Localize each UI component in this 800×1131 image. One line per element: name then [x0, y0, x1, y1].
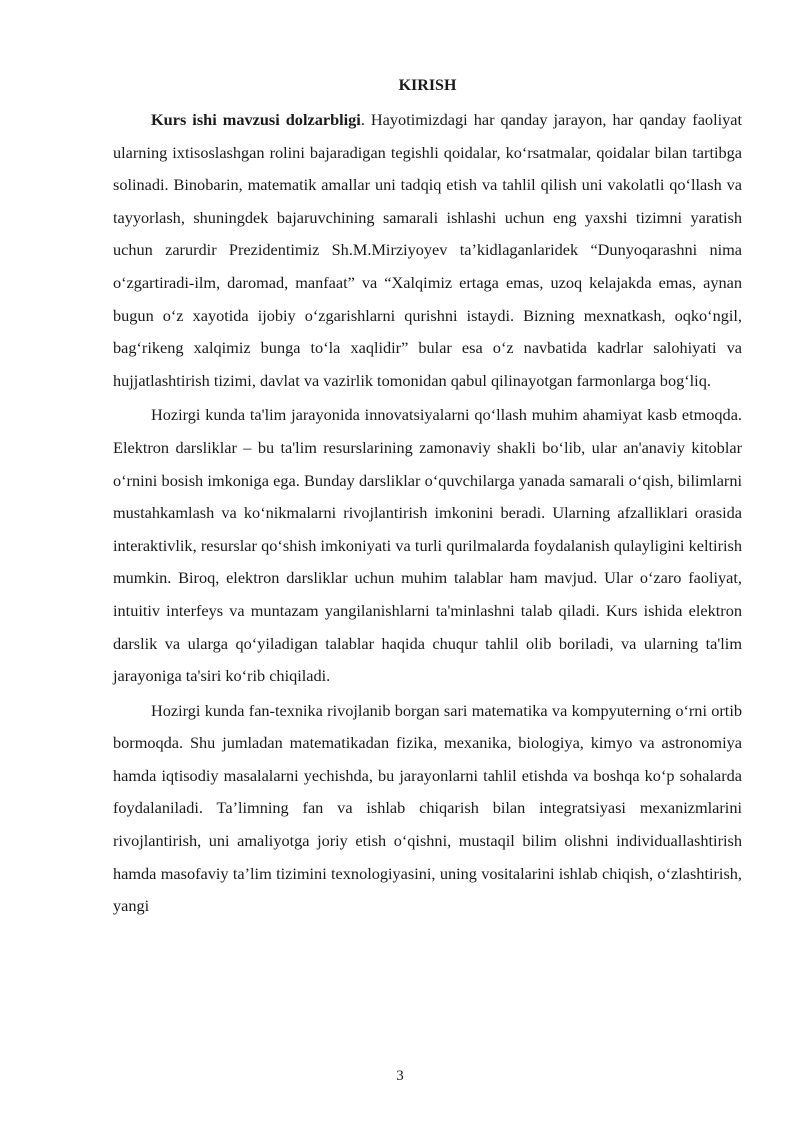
paragraph-e-textbooks: Hozirgi kunda ta'lim jarayonida innovatsiyalarni qoʻllash muhim ahamiyat kasb etmoqda. Elektron darsliklar – bu ta'lim resurslarining zamonaviy shakli boʻlib, ular an'anaviy kitoblar oʻrnini bosish imkoniga ega. Bunday darsliklar oʻquvchilarga yanada samarali oʻqish, bilimlarni mustahkamlash va koʻnikmalarni rivojlantirish imkonini beradi. Ularning afzalliklari orasida interaktivlik, resurslar qoʻshish imkoniyati va turli qurilmalarda foydalanish qulayligini keltirish mumkin. Biroq, elektron darsliklar uchun muhim talablar ham mavjud. Ular oʻzaro faoliyat, intuitiv interfeys va muntazam yangilanishlarni ta'minlashni talab qiladi. Kurs ishida elektron darslik va ularga qoʻyiladigan talablar haqida chuqur tahlil olib boriladi, va ularning ta'lim jarayoniga ta'siri koʻrib chiqiladi. [113, 405, 742, 686]
page-number: 3 [396, 1068, 404, 1084]
paragraph-lead: Kurs ishi mavzusi dolzarbligi [151, 110, 361, 129]
paragraph-relevance [113, 104, 742, 397]
document-page [113, 76, 742, 923]
page-title: KIRISH [398, 77, 457, 94]
paragraph-text: . Hayotimizdagi har qanday jarayon, har qanday faoliyat ularning ixtisoslashgan rolini bajaradigan tegishli qoidalar, koʻrsatmalar, qoidalar bilan tartibga solinadi. Binobarin, matematik amallar uni tadqiq etish va tahlil qilish uni vakolatli qoʻllash va tayyorlash, shuningdek bajaruvchining samarali ishlashi uchun eng yaxshi tizimni yaratish uchun zarurdir Prezidentimiz Sh.M.Mirziyoyev taʼkidlaganlaridek “Dunyoqarashni nima oʻzgartiradi-ilm, daromad, manfaat” va “Xalqimiz ertaga emas, uzoq kelajakda emas, aynan bugun oʻz xayotida ijobiy oʻzgarishlarni qurishni istaydi. Bizning mexnatkash, oqkoʻngil, bagʻrikeng xalqimiz bunga toʻla xaqlidir” bular esa oʻz navbatida kadrlar salohiyati va hujjatlashtirish tizimi, davlat va vazirlik tomonidan qabul qilinayotgan farmonlarga bogʻliq. [113, 110, 743, 390]
paragraph-science-technology: Hozirgi kunda fan-texnika rivojlanib borgan sari matematika va kompyuterning oʻrni ortib bormoqda. Shu jumladan matematikadan fizika, mexanika, biologiya, kimyo va astronomiya hamda iqtisodiy masalalarni yechishda, bu jarayonlarni tahlil etishda va boshqa koʻp sohalarda foydalaniladi. Taʼlimning fan va ishlab chiqarish bilan integratsiyasi mexanizmlarini rivojlantirish, uni amaliyotga joriy etish oʻqishni, mustaqil bilim olishni individuallashtirish hamda masofaviy taʼlim tizimini texnologiyasini, uning vositalarini ishlab chiqish, oʻzlashtirish, yangi [113, 700, 742, 916]
